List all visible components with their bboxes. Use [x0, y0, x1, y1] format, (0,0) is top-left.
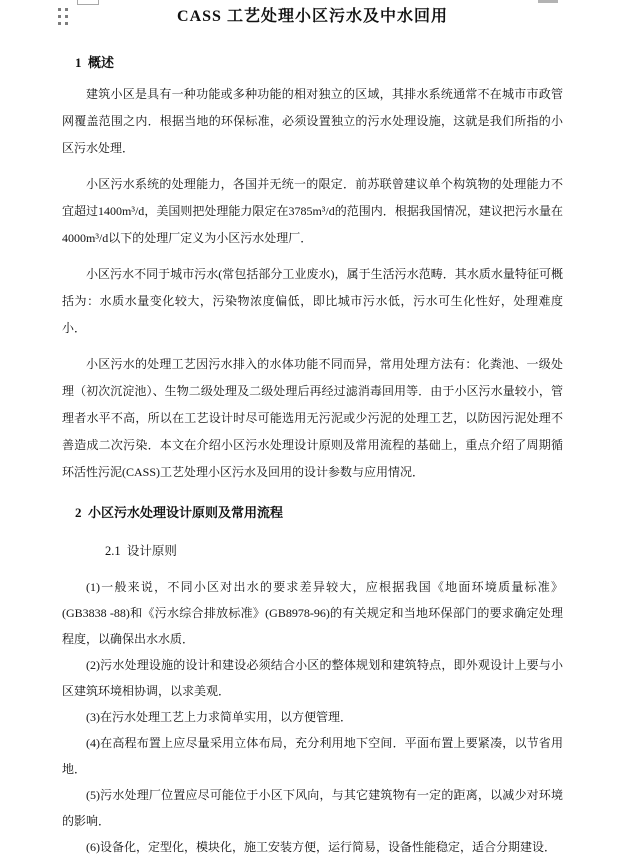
design-principle-item: (4)在高程布置上应尽量采用立体布局，充分利用地下空间．平面布置上要紧凑，以节省用地． — [62, 736, 563, 776]
design-principles-list — [62, 574, 563, 860]
design-principle-item: (5)污水处理厂位置应尽可能位于小区下风向，与其它建筑物有一定的距离，以减少对环境的影响． — [62, 788, 563, 828]
overview-paragraph: 小区污水系统的处理能力，各国并无统一的限定．前苏联曾建议单个构筑物的处理能力不宜超过1400m³/d，美国则把处理能力限定在3785m³/d的范围内．根据我国情况，建议把污水量在4000m³/d以下的处理厂定义为小区污水处理厂． — [62, 177, 563, 245]
document-title: CASS 工艺处理小区污水及中水回用 — [177, 8, 448, 25]
design-principle-item: (3)在污水处理工艺上力求简单实用，以方便管理． — [86, 710, 352, 724]
overview-paragraph: 小区污水不同于城市污水(常包括部分工业废水)，属于生活污水范畴．其水质水量特征可概括为：水质水量变化较大，污染物浓度偏低，即比城市污水低，污水可生化性好，处理难度小． — [62, 267, 563, 335]
overview-paragraph: 建筑小区是具有一种功能或多种功能的相对独立的区域，其排水系统通常不在城市市政管网覆盖范围之内．根据当地的环保标准，必须设置独立的污水处理设施，这就是我们所指的小区污水处理． — [62, 87, 563, 155]
design-principle-item: (6)设备化，定型化，模块化，施工安装方便，运行简易，设备性能稳定，适合分期建设． — [86, 840, 556, 854]
overview-paragraph: 小区污水的处理工艺因污水排入的水体功能不同而异，常用处理方法有：化粪池、一级处理（初次沉淀池）、生物二级处理及二级处理后再经过滤消毒回用等．由于小区污水量较小，管理者水平不高，所以在工艺设计时尽可能选用无污泥或少污泥的处理工艺，以防因污泥处理不善造成二次污染．本文在介绍小区污水处理设计原则及常用流程的基础上，重点介绍了周期循环活性污泥(CASS)工艺处理小区污水及回用的设计参数与应用情况． — [62, 357, 563, 479]
design-principle-item: (2)污水处理设施的设计和建设必须结合小区的整体规划和建筑特点，即外观设计上要与小区建筑环境相协调，以求美观． — [62, 658, 563, 698]
section-heading-design: 2 小区污水处理设计原则及常用流程 — [75, 505, 284, 520]
section-heading-overview: 1 概述 — [75, 55, 115, 70]
subsection-heading-design-principles: 2.1 设计原则 — [105, 544, 177, 558]
design-principle-item: (1)一般来说，不同小区对出水的要求差异较大，应根据我国《地面环境质量标准》(GB3838 -88)和《污水综合排放标准》(GB8978-96)的有关规定和当地环保部门的要求确定处理程度，以确保出水水质． — [62, 580, 563, 646]
